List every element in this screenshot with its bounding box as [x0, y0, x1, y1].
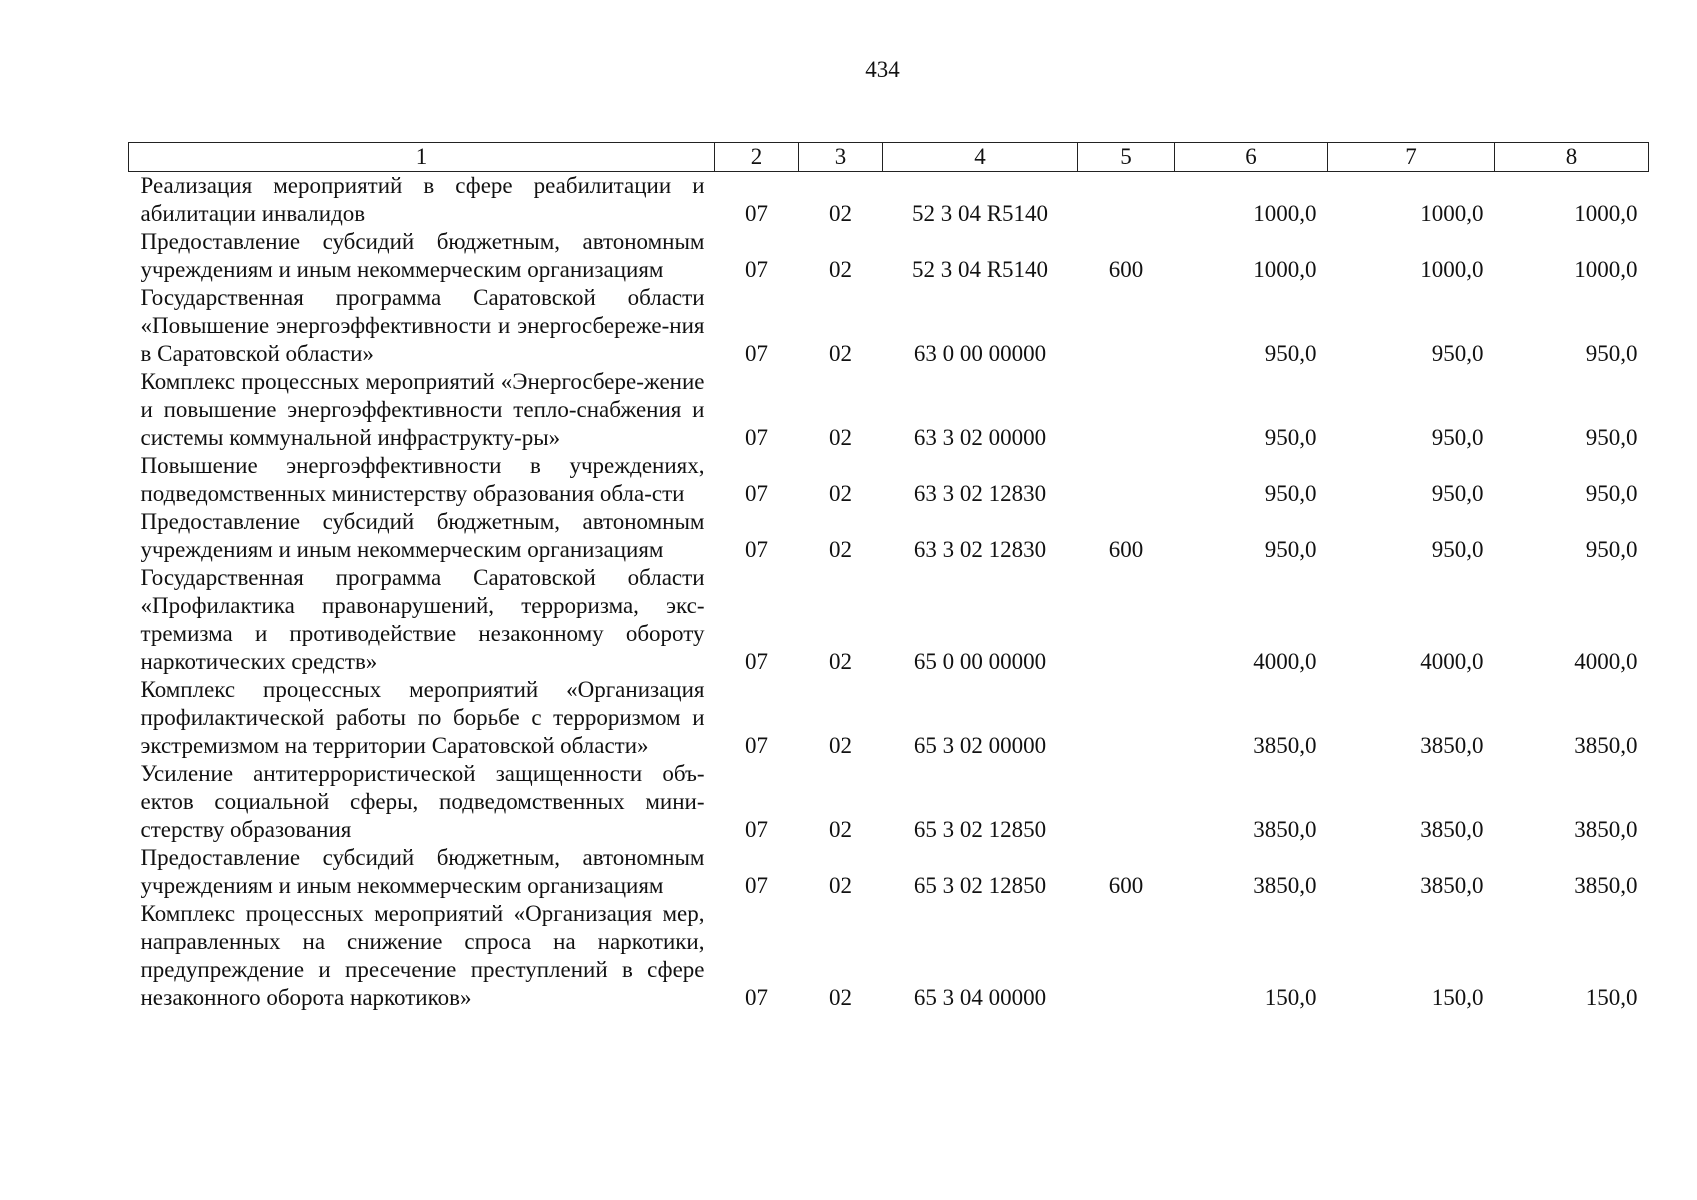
row-amount-col6: 950,0 — [1264, 341, 1317, 366]
row-section-code: 07 — [745, 817, 768, 842]
table-row — [129, 228, 1649, 284]
row-target-article: 63 3 02 12830 — [913, 481, 1047, 506]
row-subsection-code: 02 — [829, 425, 852, 450]
page-number: 434 — [865, 57, 900, 82]
row-amount-col7: 3850,0 — [1420, 733, 1484, 758]
row-expense-type — [1078, 368, 1175, 452]
row-description: Реализация мероприятий в сфере реабилитации и абилитации инвалидов — [140, 173, 705, 226]
table-row — [129, 368, 1649, 452]
header-col-6: 6 — [1175, 143, 1328, 172]
row-target-article: 52 3 04 R5140 — [911, 257, 1049, 282]
row-amount-col7: 3850,0 — [1420, 817, 1484, 842]
header-col-8: 8 — [1495, 143, 1649, 172]
row-subsection-code: 02 — [829, 873, 852, 898]
row-amount-col6: 3850,0 — [1253, 817, 1317, 842]
table-row — [129, 844, 1649, 900]
row-section-code: 07 — [745, 985, 768, 1010]
row-section-code: 07 — [745, 649, 768, 674]
header-row — [129, 143, 1649, 172]
header-col-4: 4 — [883, 143, 1078, 172]
row-expense-type: 600 — [1108, 873, 1144, 898]
table-row — [129, 676, 1649, 760]
row-description: Предоставление субсидий бюджетным, автономным учреждениям и иным некоммерческим организациям — [140, 845, 705, 898]
row-target-article: 63 3 02 00000 — [913, 425, 1047, 450]
row-amount-col8: 1000,0 — [1574, 201, 1638, 226]
table-row — [129, 564, 1649, 676]
row-section-code: 07 — [745, 873, 768, 898]
table-row — [129, 900, 1649, 1012]
row-expense-type — [1078, 676, 1175, 760]
row-amount-col6: 1000,0 — [1253, 257, 1317, 282]
row-section-code: 07 — [745, 201, 768, 226]
row-amount-col7: 1000,0 — [1420, 201, 1484, 226]
header-col-5: 5 — [1078, 143, 1175, 172]
row-amount-col8: 950,0 — [1585, 481, 1638, 506]
row-subsection-code: 02 — [829, 985, 852, 1010]
row-amount-col8: 3850,0 — [1574, 873, 1638, 898]
row-expense-type: 600 — [1108, 257, 1144, 282]
row-expense-type — [1078, 452, 1175, 508]
row-amount-col8: 950,0 — [1585, 341, 1638, 366]
row-amount-col7: 150,0 — [1431, 985, 1484, 1010]
row-description: Предоставление субсидий бюджетным, автономным учреждениям и иным некоммерческим организациям — [140, 229, 705, 282]
row-expense-type — [1078, 900, 1175, 1012]
row-expense-type — [1078, 760, 1175, 844]
header-col-3: 3 — [799, 143, 883, 172]
row-amount-col7: 950,0 — [1431, 481, 1484, 506]
row-expense-type — [1078, 564, 1175, 676]
row-amount-col8: 950,0 — [1585, 537, 1638, 562]
row-section-code: 07 — [745, 481, 768, 506]
row-amount-col6: 950,0 — [1264, 425, 1317, 450]
row-subsection-code: 02 — [829, 201, 852, 226]
row-description: Государственная программа Саратовской области «Повышение энергоэффективности и энергосбереже-ния в Саратовской области» — [140, 285, 705, 366]
row-amount-col6: 3850,0 — [1253, 733, 1317, 758]
table-row — [129, 508, 1649, 564]
row-description: Повышение энергоэффективности в учреждениях, подведомственных министерству образования обла-сти — [140, 453, 705, 506]
row-target-article: 65 0 00 00000 — [913, 649, 1047, 674]
row-expense-type — [1078, 284, 1175, 368]
header-col-2: 2 — [715, 143, 799, 172]
row-section-code: 07 — [745, 733, 768, 758]
row-subsection-code: 02 — [829, 481, 852, 506]
row-section-code: 07 — [745, 537, 768, 562]
row-description: Комплекс процессных мероприятий «Организация мер, направленных на снижение спроса на наркотики, предупреждение и пресечение преступлений в сфере незаконного оборота наркотиков» — [140, 901, 705, 1010]
row-amount-col7: 950,0 — [1431, 425, 1484, 450]
row-section-code: 07 — [745, 257, 768, 282]
row-description: Комплекс процессных мероприятий «Энергосбере-жение и повышение энергоэффективности тепло-снабжения и системы коммунальной инфраструкту-ры» — [140, 369, 705, 450]
row-target-article: 63 0 00 00000 — [913, 341, 1047, 366]
row-subsection-code: 02 — [829, 537, 852, 562]
row-amount-col8: 950,0 — [1585, 425, 1638, 450]
row-amount-col7: 950,0 — [1431, 537, 1484, 562]
table-row — [129, 284, 1649, 368]
row-amount-col6: 950,0 — [1264, 481, 1317, 506]
table-row — [129, 760, 1649, 844]
row-amount-col7: 950,0 — [1431, 341, 1484, 366]
row-amount-col7: 3850,0 — [1420, 873, 1484, 898]
row-amount-col6: 1000,0 — [1253, 201, 1317, 226]
row-amount-col6: 150,0 — [1264, 985, 1317, 1010]
row-subsection-code: 02 — [829, 733, 852, 758]
row-amount-col8: 1000,0 — [1574, 257, 1638, 282]
header-col-7: 7 — [1328, 143, 1495, 172]
row-target-article: 63 3 02 12830 — [913, 537, 1047, 562]
row-amount-col7: 4000,0 — [1420, 649, 1484, 674]
row-amount-col7: 1000,0 — [1420, 257, 1484, 282]
row-amount-col6: 950,0 — [1264, 537, 1317, 562]
row-target-article: 65 3 04 00000 — [913, 985, 1047, 1010]
row-amount-col8: 3850,0 — [1574, 733, 1638, 758]
budget-table — [128, 142, 1649, 1012]
row-target-article: 52 3 04 R5140 — [911, 201, 1049, 226]
row-subsection-code: 02 — [829, 257, 852, 282]
row-amount-col6: 4000,0 — [1253, 649, 1317, 674]
row-section-code: 07 — [745, 425, 768, 450]
row-subsection-code: 02 — [829, 649, 852, 674]
row-subsection-code: 02 — [829, 817, 852, 842]
row-description: Усиление антитеррористической защищенности объ-ектов социальной сферы, подведомственных мини-стерству образования — [140, 761, 705, 842]
row-section-code: 07 — [745, 341, 768, 366]
table-row — [129, 172, 1649, 229]
row-target-article: 65 3 02 12850 — [913, 817, 1047, 842]
row-expense-type: 600 — [1108, 537, 1144, 562]
row-amount-col8: 4000,0 — [1574, 649, 1638, 674]
row-target-article: 65 3 02 12850 — [913, 873, 1047, 898]
row-subsection-code: 02 — [829, 341, 852, 366]
row-target-article: 65 3 02 00000 — [913, 733, 1047, 758]
row-amount-col6: 3850,0 — [1253, 873, 1317, 898]
table-body — [129, 172, 1649, 1013]
row-amount-col8: 150,0 — [1585, 985, 1638, 1010]
row-amount-col8: 3850,0 — [1574, 817, 1638, 842]
table-header — [129, 143, 1649, 172]
row-description: Государственная программа Саратовской области «Профилактика правонарушений, терроризма, экс-тремизма и противодействие незаконному обороту наркотических средств» — [140, 565, 705, 674]
row-description: Комплекс процессных мероприятий «Организация профилактической работы по борьбе с терроризмом и экстремизмом на территории Саратовской области» — [140, 677, 705, 758]
row-description: Предоставление субсидий бюджетным, автономным учреждениям и иным некоммерческим организациям — [140, 509, 705, 562]
table-row — [129, 452, 1649, 508]
row-expense-type — [1078, 172, 1175, 229]
header-col-1: 1 — [129, 143, 715, 172]
